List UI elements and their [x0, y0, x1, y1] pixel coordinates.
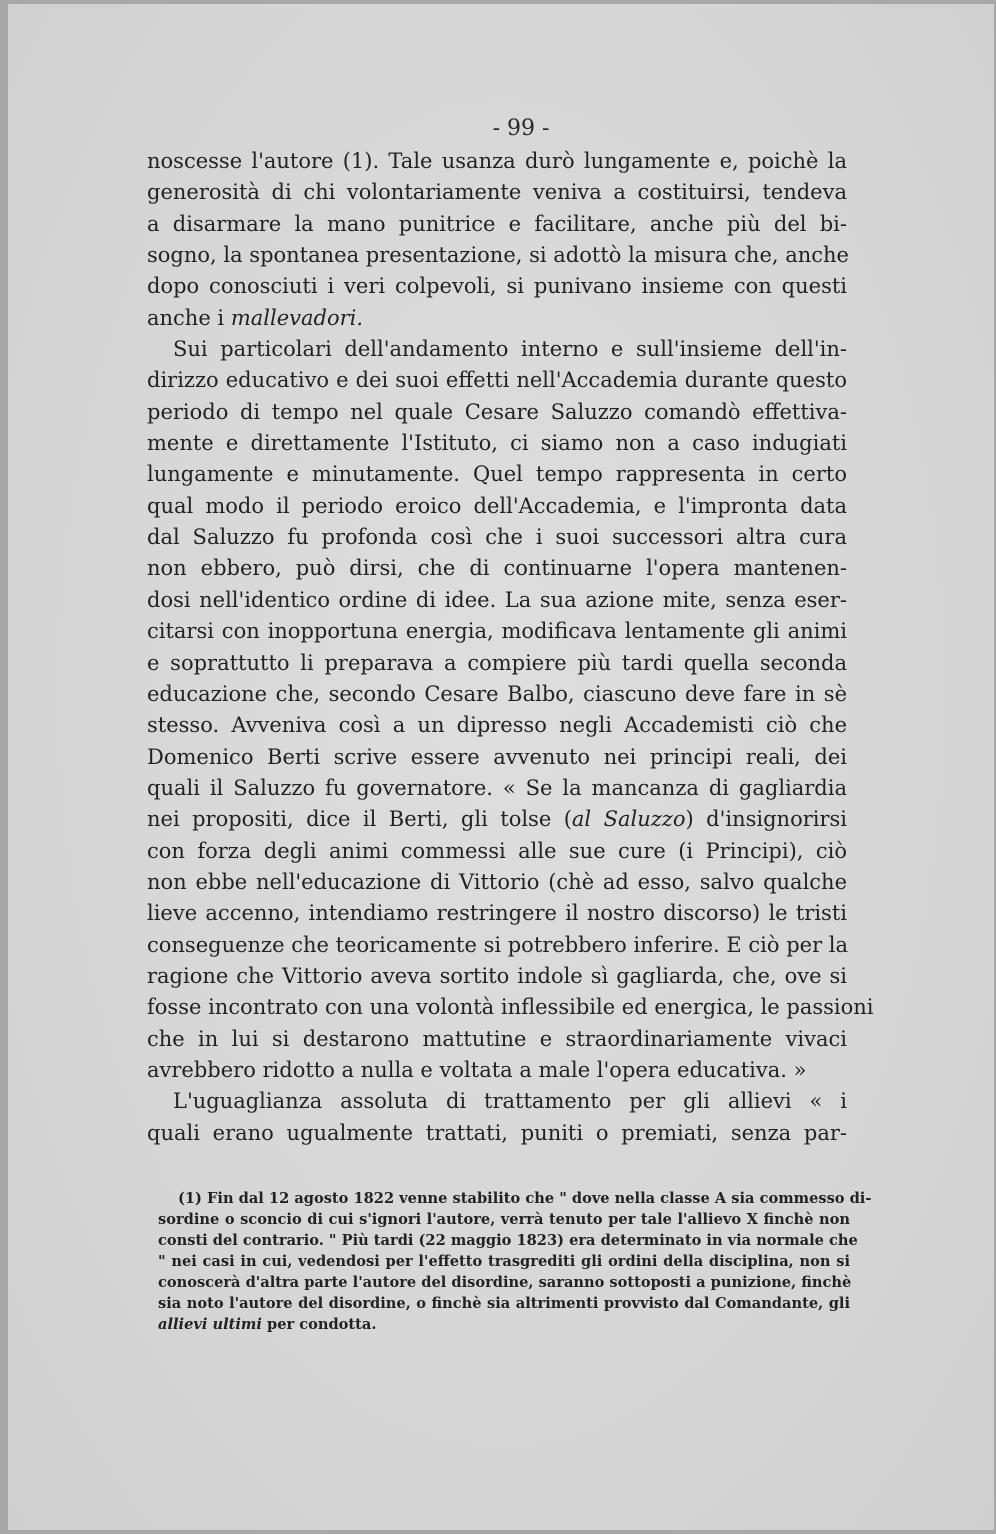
text-fragment: anche i [147, 305, 225, 330]
text-fragment: nei propositi, dice il Berti, gli tolse ( [147, 807, 572, 832]
text-line: L'uguaglianza assoluta di trattamento per gli allievi « i [173, 1089, 847, 1114]
text-line: non ebbe nell'educazione di Vittorio (chè ad esso, salvo qualche [147, 869, 847, 894]
footnote-line: conoscerà d'altra parte l'autore del disordine, saranno sottoposti a punizione, finchè [158, 1274, 852, 1291]
text-line: ragione che Vittorio aveva sortito indole sì gagliarda, che, ove si [147, 963, 847, 988]
footnote-line [158, 1314, 850, 1335]
text-line: conseguenze che teoricamente si potrebbero inferire. E ciò per la [147, 932, 849, 957]
text-line [147, 804, 847, 835]
text-line: periodo di tempo nel quale Cesare Saluzzo comandò effettiva- [147, 399, 847, 424]
text-line: educazione che, secondo Cesare Balbo, ciascuno deve fare in sè [147, 681, 847, 706]
text-line: generosità di chi volontariamente veniva a costituirsi, tendeva [147, 180, 847, 205]
paragraph-2 [147, 334, 874, 1086]
paragraph-1 [147, 146, 847, 334]
text-line: mente e direttamente l'Istituto, ci siamo non a caso indugiati [147, 431, 847, 456]
footnote [158, 1188, 872, 1335]
text-line: fosse incontrato con una volontà inflessibile ed energica, le passioni [147, 995, 874, 1020]
text-line: Sui particolari dell'andamento interno e sull'insieme dell'in- [173, 337, 847, 362]
text-line: dosi nell'identico ordine di idee. La sua azione mite, senza eser- [147, 587, 847, 612]
text-line: che in lui si destarono mattutine e straordinariamente vivaci [147, 1026, 847, 1051]
footnote-line: sia noto l'autore del disordine, o finchè sia altrimenti provvisto dal Comandante, gli [158, 1295, 850, 1312]
text-line: dirizzo educativo e dei suoi effetti nell'Accademia durante questo [147, 368, 847, 393]
text-line: avrebbero ridotto a nulla e voltata a male l'opera educativa. » [147, 1057, 807, 1082]
text-line: non ebbero, può dirsi, che di continuarne l'opera mantenen- [147, 556, 847, 581]
text-fragment: ) d'insignorirsi [685, 807, 848, 832]
footnote-line: sordine o sconcio di cui s'ignori l'autore, verrà tenuto per tale l'allievo X finchè non [158, 1211, 850, 1228]
text-line: noscesse l'autore (1). Tale usanza durò lungamente e, poichè la [147, 149, 847, 173]
book-page [8, 4, 994, 1530]
footnote-line: consti del contrario. " Più tardi (22 maggio 1823) era determinato in via normale che [158, 1232, 858, 1249]
text-line: quali erano ugualmente trattati, puniti o premiati, senza par- [147, 1120, 847, 1145]
text-line: citarsi con inopportuna energia, modificava lentamente gli animi [147, 619, 847, 644]
text-line: lungamente e minutamente. Quel tempo rappresenta in certo [147, 462, 847, 487]
page-number: - 99 - [492, 116, 550, 141]
main-text [147, 146, 874, 1149]
text-line [147, 303, 847, 334]
text-line: a disarmare la mano punitrice e facilitare, anche più del bi- [147, 211, 847, 236]
text-line: e soprattutto li preparava a compiere più tardi quella seconda [147, 650, 847, 675]
text-line: stesso. Avveniva così a un dipresso negli Accademisti ciò che [147, 713, 847, 738]
italic-term: al Saluzzo [571, 807, 686, 832]
text-line: dopo conosciuti i veri colpevoli, si punivano insieme con questi [147, 274, 847, 299]
italic-term: mallevadori. [230, 305, 364, 330]
text-line: Domenico Berti scrive essere avvenuto nei principi reali, dei [147, 744, 847, 769]
italic-term: allievi ultimi [158, 1316, 262, 1333]
text-line: quali il Saluzzo fu governatore. « Se la mancanza di gagliardia [147, 775, 847, 800]
text-line: sogno, la spontanea presentazione, si adottò la misura che, anche [147, 243, 849, 268]
paragraph-3 [147, 1086, 847, 1149]
text-fragment: per condotta. [261, 1316, 377, 1333]
text-line: lieve accenno, intendiamo restringere il nostro discorso) le tristi [147, 901, 847, 926]
footnote-line: " nei casi in cui, vedendosi per l'effetto trasgrediti gli ordini della disciplina, non si [158, 1253, 850, 1270]
text-line: qual modo il periodo eroico dell'Accademia, e l'impronta data [147, 493, 847, 518]
text-line: con forza degli animi commessi alle sue cure (i Principi), ciò [147, 838, 847, 863]
text-line: dal Saluzzo fu profonda così che i suoi successori altra cura [147, 525, 847, 550]
footnote-line: (1) Fin dal 12 agosto 1822 venne stabilito che " dove nella classe A sia commesso di- [178, 1190, 872, 1207]
